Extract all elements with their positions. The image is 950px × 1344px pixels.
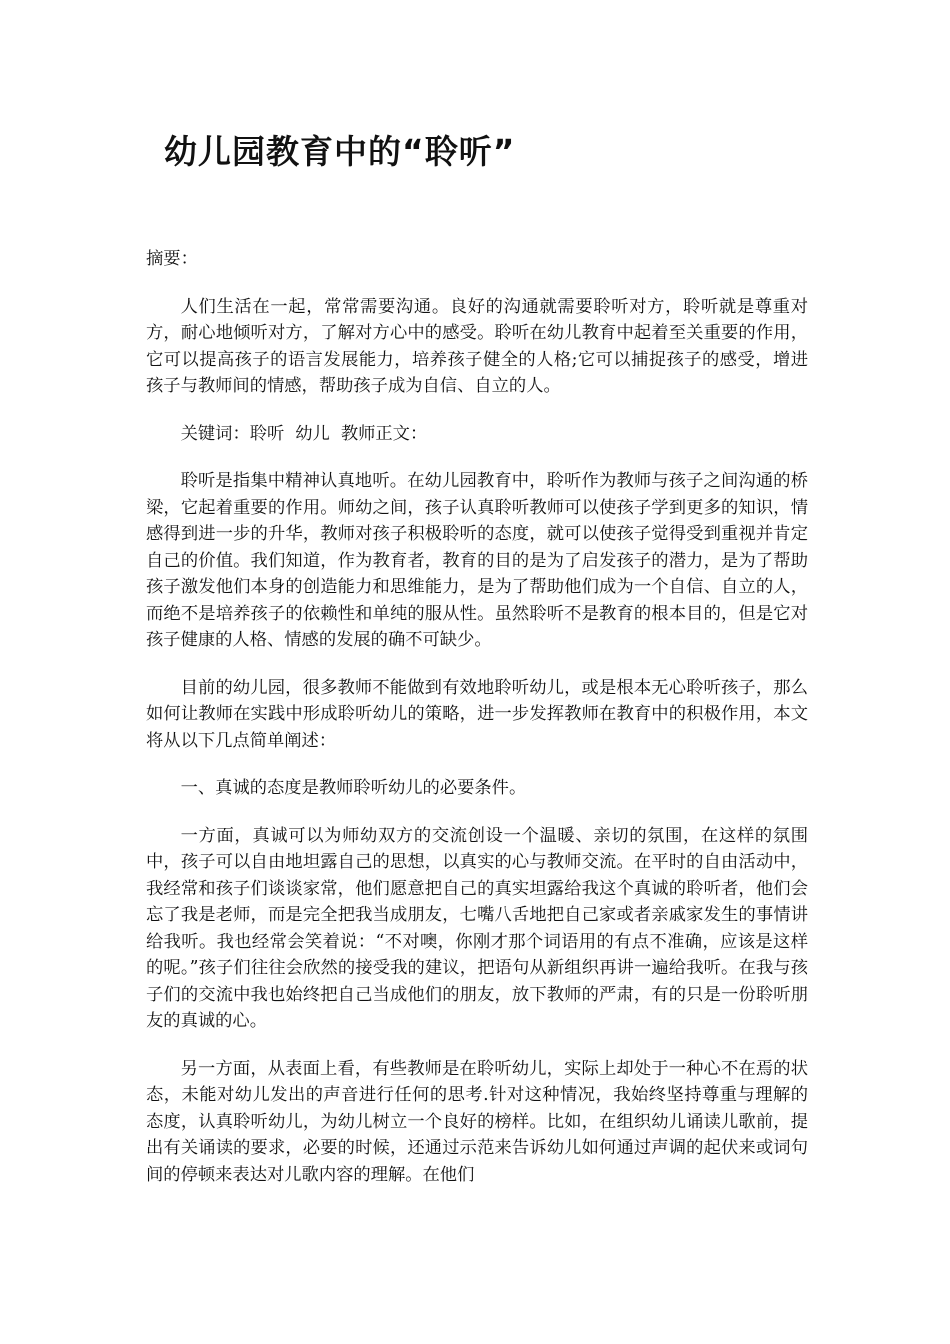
body-paragraph-4: 另一方面，从表面上看，有些教师是在聆听幼儿，实际上却处于一种心不在焉的状态，未能对幼儿发出的声音进行任何的思考.针对这种情况，我始终坚持尊重与理解的态度，认真聆听幼儿，为幼儿树立一个良好的榜样。比如，在组织幼儿诵读儿歌前，提出有关诵读的要求，必要的时候，还通过示范来告诉幼儿如何通过声调的起伏来或词句间的停顿来表达对儿歌内容的理解。在他们 — [146, 1058, 808, 1185]
section-heading-1: 一、真诚的态度是教师聆听幼儿的必要条件。 — [180, 778, 527, 798]
body-paragraph-1: 聆听是指集中精神认真地听。在幼儿园教育中，聆听作为教师与孩子之间沟通的桥梁，它起着重要的作用。师幼之间，孩子认真聆听教师可以使孩子学到更多的知识，情感得到进一步的升华，教师对孩子积极聆听的态度，就可以使孩子觉得受到重视并肯定自己的价值。我们知道，作为教育者，教育的目的是为了启发孩子的潜力，是为了帮助孩子激发他们本身的创造能力和思维能力，是为了帮助他们成为一个自信、自立的人，而绝不是培养孩子的依赖性和单纯的服从性。虽然聆听不是教育的根本目的，但是它对孩子健康的人格、情感的发展的确不可缺少。 — [146, 471, 808, 650]
abstract-label: 摘要： — [146, 249, 198, 269]
keywords-line: 关键词：聆听 幼儿 教师正文： — [180, 423, 428, 444]
document-body — [146, 246, 808, 1209]
body-paragraph-3: 一方面，真诚可以为师幼双方的交流创设一个温暖、亲切的氛围，在这样的氛围中，孩子可以自由地坦露自己的思想，以真实的心与教师交流。在平时的自由活动中，我经常和孩子们谈谈家常，他们愿意把自己的真实坦露给我这个真诚的聆听者，他们会忘了我是老师，而是完全把我当成朋友，七嘴八舌地把自己家或者亲戚家发生的事情讲给我听。我也经常会笑着说：“不对噢，你刚才那个词语用的有点不准确，应该是这样的呢。”孩子们往往会欣然的接受我的建议，把语句从新组织再讲一遍给我听。在我与孩子们的交流中我也始终把自己当成他们的朋友，放下教师的严肃，有的只是一份聆听朋友的真诚的心。 — [146, 825, 808, 1031]
abstract-paragraph: 人们生活在一起，常常需要沟通。良好的沟通就需要聆听对方，聆听就是尊重对方，耐心地倾听对方，了解对方心中的感受。聆听在幼儿教育中起着至关重要的作用，它可以提高孩子的语言发展能力，培养孩子健全的人格;它可以捕捉孩子的感受，增进孩子与教师间的情感，帮助孩子成为自信、自立的人。 — [146, 296, 808, 396]
body-paragraph-2: 目前的幼儿园，很多教师不能做到有效地聆听幼儿，或是根本无心聆听孩子，那么如何让教师在实践中形成聆听幼儿的策略，进一步发挥教师在教育中的积极作用，本文将从以下几点简单阐述： — [146, 677, 808, 751]
document-title: 幼儿园教育中的“聆听” — [164, 132, 516, 171]
